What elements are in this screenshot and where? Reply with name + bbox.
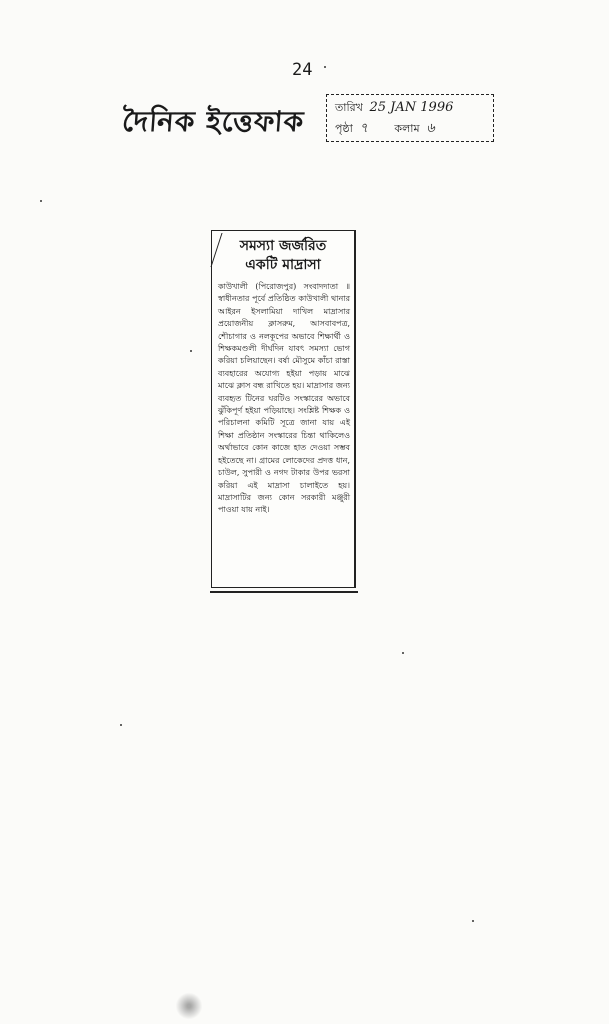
news-clipping bbox=[211, 230, 356, 588]
stamp-column-value: ৬ bbox=[426, 121, 435, 136]
scan-speck bbox=[402, 652, 404, 654]
date-stamp bbox=[326, 94, 494, 142]
stamp-column-label: কলাম bbox=[394, 122, 420, 135]
clipping-bottom-rule bbox=[210, 591, 358, 593]
stamp-page-label: পৃষ্ঠা bbox=[335, 122, 353, 135]
clipping-body-text: কাউখালী (পিরোজপুর) সংবাদদাতা ॥ স্বাধীনতার পূর্বে প্রতিষ্ঠিত কাউখালী থানার আইরন ইসলামিয়া দাখিল মাদ্রাসার প্রয়োজনীয় ক্লাসরুম, আসবাবপত্র, শৌচাগার ও নলকূপের অভাবে শিক্ষার্থী ও শিক্ষকমণ্ডলী দীর্ঘদিন যাবৎ সমস্যা ভোগ করিয়া চলিয়াছেন। বর্ষা মৌসুমে কাঁচা রাস্তা ব্যবহারের অযোগ্য হইয়া পড়ায় মাঝে মাঝে ক্লাস বন্ধ রাখিতে হয়। মাদ্রাসার জন্য ব্যবহৃত টিনের ঘরটিও সংস্কারের অভাবে ঝুঁকিপূর্ণ হইয়া পড়িয়াছে। সংশ্লিষ্ট শিক্ষক ও পরিচালনা কমিটি সূত্রে জানা যায় এই শিক্ষা প্রতিষ্ঠান সংস্কারের চিন্তা থাকিলেও অর্থাভাবে কোন কাজে হাত দেওয়া সম্ভব হইতেছে না। গ্রামের লোকেদের প্রদত্ত ধান, চাউল, সুপারী ও নগদ টাকার উপর ভরসা করিয়া এই মাদ্রাসা চালাইতে হয়। মাদ্রাসাটির জন্য কোন সরকারী মঞ্জুরী পাওয়া যায় নাই। bbox=[218, 282, 350, 515]
stamp-date-value: 25 JAN 1996 bbox=[369, 100, 454, 115]
scan-speck bbox=[190, 350, 192, 352]
scan-speck bbox=[324, 66, 326, 68]
scan-speck bbox=[472, 920, 474, 922]
stamp-date-row bbox=[335, 99, 453, 118]
scan-speck bbox=[40, 200, 42, 202]
scan-speck bbox=[120, 724, 122, 726]
newspaper-masthead: দৈনিক ইত্তেফাক bbox=[120, 105, 306, 138]
scan-blot bbox=[176, 992, 202, 1020]
page-number: 24 bbox=[292, 60, 313, 80]
stamp-page-row bbox=[335, 119, 435, 140]
stamp-date-label: তারিখ bbox=[335, 101, 363, 114]
headline-line-2: একটি মাদ্রাসা bbox=[245, 257, 321, 273]
headline-line-1: সমস্যা জর্জরিত bbox=[239, 238, 327, 254]
stamp-page-value: ৭ bbox=[359, 121, 368, 136]
